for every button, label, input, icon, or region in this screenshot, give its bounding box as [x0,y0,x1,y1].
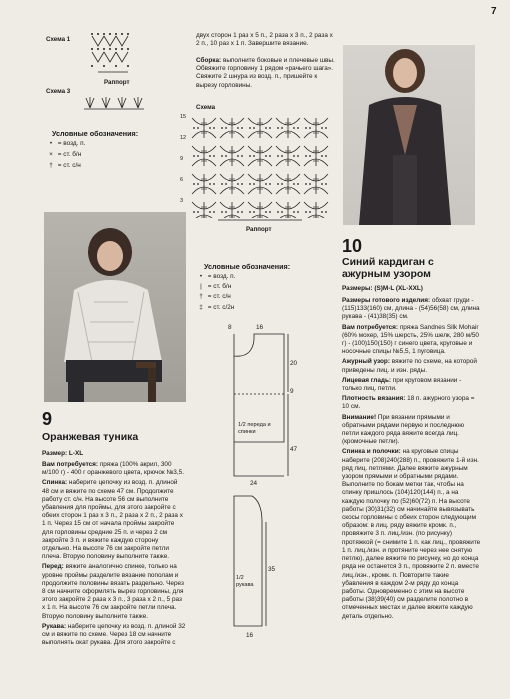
paragraph-text: При вязании прямыми и обратными рядами первую и последнюю петли каждого ряда вяжите всегда лиц. (кромочные петли). [342,413,465,446]
sleeve-label: 1/2 рукава [236,575,254,588]
pattern10-size: Размеры: (S)M-L (XL-XXL) [342,285,423,292]
dim-h3: 47 [290,446,298,453]
row-number: 3 [180,198,184,204]
lace-repeat-label: Раппорт [246,226,272,233]
pattern9-size: Размер: L-XL [42,450,84,457]
dim-h2: 9 [290,388,294,395]
pattern10-paragraph [342,297,482,322]
paragraph-head: Размеры готового изделия: [342,297,431,304]
scheme1-chart [88,32,140,80]
model-figure [44,212,186,402]
legend-item [196,273,235,281]
pattern10-title: Синий кардиган с ажурным узором [342,256,434,280]
model-figure [343,45,475,225]
dim-h1: 20 [290,360,298,367]
dim-bottom-w: 24 [250,480,258,487]
row-number [180,142,190,149]
row-number [180,191,190,198]
pattern10-paragraph [342,414,482,447]
back-front-label: 1/2 переда и спинки [238,422,271,435]
row-number: 9 [180,156,184,162]
page-number: 7 [491,6,497,17]
legend-symbol: † [199,293,203,301]
paragraph-text: наберите цепочку из возд. п. длиной 48 см и вяжите по схеме 47 см. Продолжите работу ст. с/н. На высоте 56 см выполните убавления для проймы, для этого закройте с обеих сторон 1 раз х 3 п., 2 раза х 2 п., 2 раза х 1 п. Через 15 см от начала проймы закройте для горловины средние 25 п. и через 2 см закройте 3 п. и вяжите каждую сторону отдельно. На высоте 76 см закройте петли плеча. Вторую половину выполните также. [42,479,183,561]
paragraph-head: Рукава: [42,622,67,630]
row-numbers [180,114,190,219]
legend-symbol: † [49,162,53,170]
dim-top-w1: 8 [228,324,232,331]
paragraph-head: Спинка: [42,479,68,487]
legend-left-title: Условные обозначения: [52,129,139,138]
row-number [180,170,190,177]
paragraph-head: Вам потребуется: [342,323,399,331]
row-number: 6 [180,177,184,183]
legend-text: = возд. п. [57,140,86,147]
pattern9-paragraph [42,563,186,620]
dim-sleeve-h: 35 [268,566,276,573]
legend-symbol: • [49,140,53,147]
legend-item [46,140,85,148]
paragraph-head: Спинка и полочки: [342,448,401,456]
legend-item [46,151,85,159]
paragraph-text: при круговом вязании - только лиц. петли. [342,376,462,393]
pattern10-paragraph [342,358,482,374]
row-number [180,128,190,135]
pattern9-paragraph [42,461,186,477]
pattern9-title: Оранжевая туника [42,431,139,443]
row-number [180,184,190,191]
row-number: 12 [180,135,187,141]
legend-mid-title: Условные обозначения: [204,262,291,271]
legend-item [46,162,85,170]
pattern9-number: 9 [42,409,53,429]
row-number [180,121,190,128]
tunic-photo [44,212,186,402]
legend-text: = возд. п. [207,273,236,280]
scheme3-chart [84,92,146,112]
cardigan-photo [343,45,475,225]
sleeve-continuation-text: двух сторон 1 раз х 5 п., 2 раза х 3 п., 2 раза х 2 п., 10 раз х 1 п. Завершите вязание. [196,32,333,48]
legend-text: = ст. б/н [57,151,82,159]
scheme3-label: Схема 3 [46,88,71,95]
paragraph-head: Лицевая гладь: [342,376,392,384]
legend-mid [196,273,235,312]
paragraph-text: 18 п. ажурного узора = 10 см. [342,395,475,411]
legend-item [196,293,235,301]
paragraph-head: Перед: [42,563,64,571]
paragraph-head: Ажурный узор: [342,358,390,366]
paragraph-head: Вам потребуется: [42,461,99,468]
dim-sleeve-w: 16 [246,632,254,639]
paragraph-text: пряжа Sandnes Silk Mohair (60% мохер, 15% шерсть, 25% шелк, 280 м/50 г) - (100)150(150) г синего цвета, круговые и носочные спицы №5,5, 1 пуговица. [342,323,479,356]
legend-symbol: ‡ [199,303,203,311]
paragraph-text: наберите цепочку из возд. п. длиной 32 см и вяжите по схеме. Через 18 см начните выполнять окат рукава. Для этого закройте с [42,622,186,647]
pattern9-paragraph [42,479,186,561]
legend-symbol: | [200,283,202,291]
pattern10-number: 10 [342,236,363,256]
legend-item [196,304,235,312]
legend-left [46,140,85,171]
paragraph-text: обхват груди - (115)133(160) см, длина - (54)56(58) см, длина рукава - (41)38(35) см. [342,297,480,321]
pattern10-paragraph [342,395,482,411]
paragraph-text: вяжите по схеме, на которой приведены лиц. и изн. ряды. [342,358,477,374]
row-number [180,205,190,212]
pattern10-paragraph [342,377,482,393]
dim-top-w2: 16 [256,324,264,331]
pattern10-paragraph [342,448,482,620]
row-number: 15 [180,114,187,120]
paragraph-head: Плотность вязания: [342,395,406,403]
scheme-label: Схема [196,104,216,111]
paragraph-head: Внимание! [342,413,377,421]
legend-text: = ст. с/2н [207,303,235,311]
legend-symbol: • [199,273,203,280]
pattern9-paragraph [42,623,186,648]
row-number [180,163,190,170]
lace-scheme-chart [190,114,330,222]
pattern10-paragraph [342,324,482,357]
legend-text: = ст. с/н [57,162,81,170]
legend-item [196,283,235,291]
legend-symbol: × [49,151,53,159]
paragraph-text: вяжите аналогично спинке, только на уровне проймы разделите вязание пополам и продолжите половины вязать раздельно. Через 8 см начните оформлять вырез горловины, для этого закройте 2 раза х 3 п., 3 раза х 2 п., 5 раз х 1 п. На высоте 76 см закройте петли плеча. Вторую половину выполните также. [42,563,184,620]
garment-schematic [222,326,308,656]
pattern9-body [42,461,186,649]
legend-text: = ст. б/н [207,283,232,291]
assembly-paragraph [196,57,336,90]
pattern10-body [342,297,482,623]
scheme1-repeat-label: Раппорт [104,79,130,86]
assembly-head: Сборка: [196,57,222,64]
row-number [180,149,190,156]
paragraph-text: на круговые спицы наберите (208)240(288) п., провяжите 1-й изн. ряд лиц. петлями. Далее вяжите ажурным узором прямыми и обратными рядами. Выполните по бокам метки так, чтобы на спинку пришлось (104)120(144) п., а на каждую полочку по (52)60(72) п. На высоте работы (30)31(32) см начинайте вывязывать скосы горловины с обеих сторон следующим образом: в лиц. ряду вяжите кромк. п., провяжите 3 п. лиц./изн. (по рисунку) протяжкой (= снимите 1 п. как лиц., провяжите 1 п. лиц./изн. и протяните через нее снятую петлю), далее вяжите по рисунку, но до конца ряда не останется 3 п., провяжите 2 п. вместе лиц./изн., кромк. п. Повторите такие убавления в каждом 2-м ряду до конца работы. Одновременно с этим на высоте работы (38)39(40) см разделите полотно в отмеченных местах и далее вяжите каждую деталь отдельно. [342,448,481,620]
assembly-text: выполните боковые и плечевые швы. Обвяжите горловину 1 рядом «рачьего шага». Свяжите 2 шнура из возд. п., пришейте к вырезу горловины. [196,57,335,89]
paragraph-text: пряжа (100% акрил, 300 м/100 г) - 400 г оранжевого цвета, крючок №3,5. [42,461,184,477]
scheme1-label: Схема 1 [46,36,71,43]
legend-text: = ст. с/н [207,293,231,301]
